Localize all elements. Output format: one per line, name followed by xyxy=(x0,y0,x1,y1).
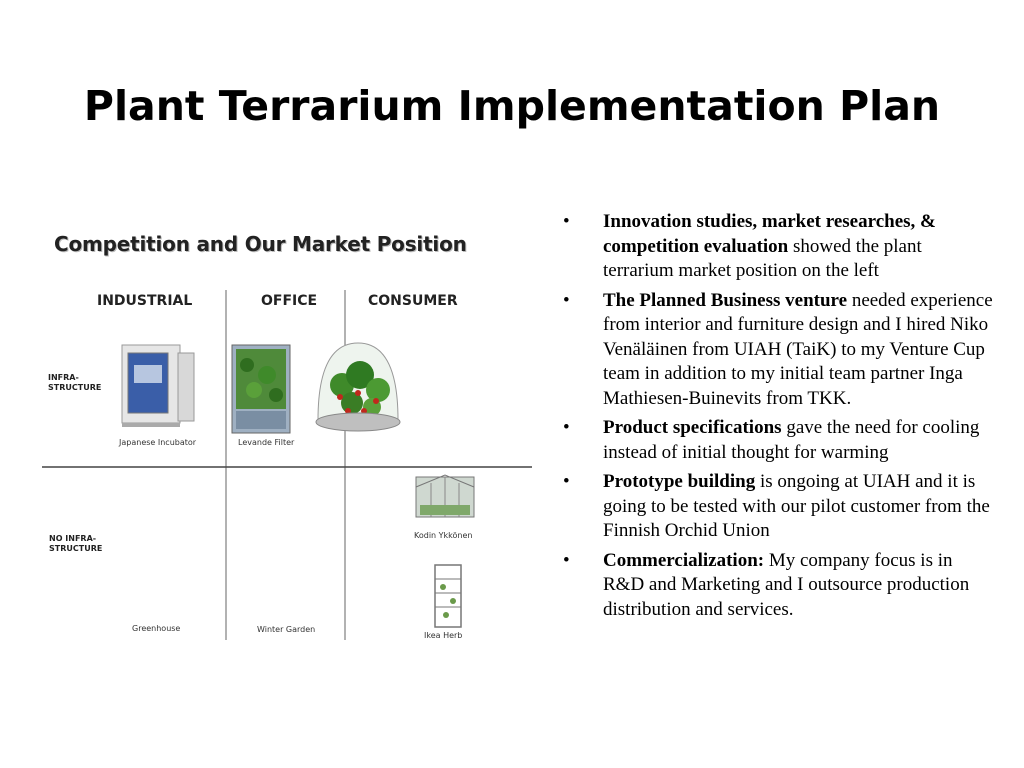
bullet-bold-text: Prototype building xyxy=(603,471,756,492)
caption-ikea-herb: Ikea Herb xyxy=(424,631,463,640)
bullet-marker: • xyxy=(563,417,570,438)
bullet-bold-text: The Planned Business venture xyxy=(603,289,848,311)
diagram-title: Competition and Our Market Position xyxy=(54,232,467,256)
diagram-graphics xyxy=(42,225,534,645)
bullet-text: gave the need for cooling instead of initial thought for warming xyxy=(603,417,980,463)
levande-filter-image xyxy=(232,345,290,433)
bullet-bold-text: Product specifications xyxy=(603,417,782,438)
ikea-herb-image xyxy=(435,565,461,627)
row-label-infrastructure: INFRA- STRUCTURE xyxy=(48,373,102,392)
caption-winter-garden: Winter Garden xyxy=(257,625,316,634)
column-label-office: OFFICE xyxy=(261,293,318,309)
bullet-text: My company focus is in R&D and Marketing and I outsource production distribution and services. xyxy=(603,549,970,620)
bullet-item xyxy=(563,416,993,465)
bullet-item xyxy=(563,210,993,284)
terrarium-dome-image xyxy=(316,343,400,431)
market-position-diagram xyxy=(42,225,534,645)
caption-kodin-ykkonen: Kodin Ykkönen xyxy=(414,531,473,540)
bullet-item xyxy=(563,470,993,544)
bullet-text: is ongoing at UIAH and it is going to be tested with our pilot customer from the Finnish Orchid Union xyxy=(603,471,990,541)
bullet-text: showed the plant terrarium market position on the left xyxy=(603,235,922,281)
bullet-marker: • xyxy=(563,289,570,311)
column-label-industrial: INDUSTRIAL xyxy=(97,293,193,309)
japanese-incubator-image xyxy=(122,345,194,427)
bullet-bold-text: Commercialization: xyxy=(603,549,765,571)
bullet-marker: • xyxy=(563,549,570,571)
slide-title: Plant Terrarium Implementation Plan xyxy=(83,82,941,130)
bullet-list xyxy=(563,210,993,627)
column-label-consumer: CONSUMER xyxy=(368,293,458,309)
bullet-bold-text: Innovation studies, market researches, & competition evaluation xyxy=(603,211,936,257)
kodin-ykkonen-image xyxy=(416,475,474,517)
caption-japanese-incubator: Japanese Incubator xyxy=(119,438,197,447)
caption-greenhouse: Greenhouse xyxy=(132,624,181,633)
bullet-text: needed experience from interior and furniture design and I hired Niko Venäläinen from UIAH (TaiK) to my Venture Cup team in addition to my initial team partner Inga Mathiesen-Buinevits from TKK. xyxy=(603,289,993,409)
bullet-item xyxy=(563,289,993,412)
bullet-marker: • xyxy=(563,211,570,232)
caption-levande-filter: Levande Filter xyxy=(238,438,295,447)
bullet-item xyxy=(563,549,993,623)
row-label-no-infrastructure: NO INFRA- STRUCTURE xyxy=(49,534,103,553)
bullet-marker: • xyxy=(563,471,570,492)
